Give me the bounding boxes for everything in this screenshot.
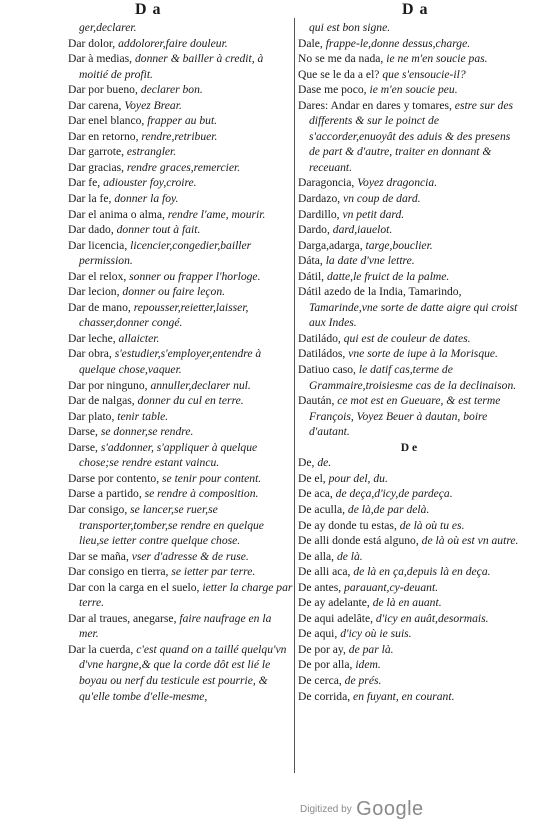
dictionary-entry (68, 300, 293, 331)
dictionary-entry (68, 222, 293, 238)
entry-definition: datte,le fruict de la palme. (326, 269, 450, 283)
dictionary-entry (68, 424, 293, 440)
entry-headword: Dar consigo en tierra, (68, 565, 172, 579)
entry-definition: parauant,cy-deuant. (344, 580, 439, 594)
entry-headword: Dar de mano, (68, 300, 134, 314)
section-heading-text: D e (400, 440, 418, 454)
entry-headword: Dar obra, (68, 347, 115, 361)
entry-definition: donner & bailler à credit, à moitié de profit. (79, 52, 267, 81)
page-header-left: D a (135, 1, 162, 18)
entry-definition: ce mot est en Gueuare, & est terme François, Voyez Beuer à dautan, boire d'autant. (309, 394, 504, 439)
entry-definition: annuller,declarer nul. (150, 378, 251, 392)
entry-headword: De aculla, (298, 502, 348, 516)
dictionary-entry (298, 346, 520, 362)
entry-definition: en fuyant, en courant. (353, 689, 455, 703)
entry-headword: De aqui, (298, 627, 341, 641)
entry-headword: Dar gracias, (68, 160, 127, 174)
entry-definition: faire naufrage en la mer. (79, 611, 275, 641)
entry-headword: Darse por contento, (68, 471, 163, 485)
entry-headword: Darga,adarga, (298, 238, 366, 252)
entry-headword: Dar dado, (68, 223, 117, 237)
entry-definition: rendre graces,remercier. (126, 160, 241, 174)
entry-headword: Datiládo, (298, 331, 344, 345)
dictionary-entry (298, 580, 520, 596)
entry-definition: Voyez Brear. (124, 98, 182, 112)
entry-headword: Dar dolor, (68, 36, 119, 50)
entry-definition: de là,de par delà. (347, 502, 430, 516)
entry-definition: vne sorte de iupe à la Morisque. (348, 347, 498, 361)
entry-headword: De alli donde está alguno, (298, 534, 422, 548)
dictionary-entry (298, 222, 520, 238)
entry-definition: se tenir pour content. (162, 471, 262, 485)
entry-definition: ie ne m'en soucie pas. (386, 52, 488, 66)
dictionary-entry (68, 393, 293, 409)
entry-definition: vn petit dard. (342, 207, 405, 221)
dictionary-entry (298, 486, 520, 502)
entry-headword: Dares: Andar en dares y tomares, (298, 98, 455, 112)
entry-definition: dard,iauelot. (332, 223, 393, 237)
entry-headword: Dar à medias, (68, 52, 135, 66)
entry-definition: idem. (355, 658, 381, 672)
entry-definition: donner ou faire leçon. (122, 285, 226, 299)
dictionary-entry (68, 191, 293, 207)
entry-definition: le datif cas,terme de Grammaire,troisiesme cas de la declinaison. (309, 363, 517, 392)
entry-headword: De antes, (298, 580, 345, 594)
dictionary-entry (68, 409, 293, 425)
entry-definition: de là où est vn autre. (421, 534, 519, 548)
dictionary-entry (298, 471, 520, 487)
entry-definition: vn coup de dard. (343, 192, 421, 206)
entry-headword: De aca, (298, 487, 336, 501)
entry-definition: frappe-le,donne dessus,charge. (325, 36, 471, 50)
entry-definition: rendre l'ame, mourir. (167, 207, 266, 221)
dictionary-entry (68, 269, 293, 285)
dictionary-entry (68, 82, 293, 98)
dictionary-entry (298, 502, 520, 518)
dictionary-entry (68, 486, 293, 502)
entry-definition: se lancer,se ruer,se transporter,tomber,se rendre en quelque lieu,se ietter contre quelque chose. (79, 502, 267, 548)
entry-headword: De por ay, (298, 642, 349, 656)
dictionary-entry (68, 160, 293, 176)
entry-headword: Darse, (68, 425, 101, 439)
dictionary-entry (298, 284, 520, 331)
entry-headword: De alla, (298, 549, 337, 563)
entry-definition: donner la foy. (114, 192, 179, 206)
dictionary-entry (298, 331, 520, 347)
left-column (68, 20, 293, 704)
entry-definition: estrangler. (126, 145, 177, 159)
entry-headword: Dar plato, (68, 409, 118, 423)
entry-headword: Dar por ninguno, (68, 378, 151, 392)
entry-definition: Voyez dragoncia. (357, 176, 438, 190)
dictionary-entry (298, 207, 520, 223)
entry-definition: qui est bon signe. (309, 21, 391, 34)
entry-headword: De, (298, 456, 318, 470)
entry-headword: De el, (298, 471, 329, 485)
entry-headword: Dar por bueno, (68, 83, 141, 97)
dictionary-entry (68, 20, 293, 36)
dictionary-entry (298, 564, 520, 580)
entry-definition: targe,bouclier. (365, 238, 433, 252)
dictionary-entry (68, 51, 293, 82)
entry-headword: No se me da nada, (298, 52, 387, 66)
entry-headword: De cerca, (298, 673, 345, 687)
entry-definition: de. (317, 456, 332, 470)
entry-headword: Dar se maña, (68, 549, 132, 563)
dictionary-entry (68, 331, 293, 347)
entry-definition: tenir table. (117, 409, 169, 423)
entry-headword: Daragoncia, (298, 176, 358, 190)
entry-definition: se rendre à composition. (144, 487, 259, 501)
entry-definition: frapper au but. (147, 114, 218, 128)
entry-headword: Dar carena, (68, 98, 125, 112)
entry-definition: ietter la charge par terre. (79, 580, 293, 610)
entry-headword: Dar consigo, (68, 502, 131, 516)
entry-definition: s'addonner, s'appliquer à quelque chose;se rendre estant vaincu. (79, 440, 261, 470)
entry-headword: De ay donde tu estas, (298, 518, 400, 532)
entry-headword: Dar al traues, anegarse, (68, 611, 180, 625)
dictionary-entry (68, 113, 293, 129)
entry-headword: Dardazo, (298, 192, 344, 206)
entry-headword: Dar de nalgas, (68, 394, 138, 408)
dictionary-entry (298, 51, 520, 67)
entry-definition: c'est quand on a taillé quelqu'vn d'vne hargne,& que la corde dôt est lié le boyau ou nerf du testicule est pourrie, & qu'elle tombe d'elle-mesme, (79, 642, 290, 703)
dictionary-entry (298, 253, 520, 269)
dictionary-entry (68, 549, 293, 565)
entry-definition: pour del, du. (328, 471, 388, 485)
dictionary-entry (298, 595, 520, 611)
dictionary-entry (68, 378, 293, 394)
dictionary-entry (68, 502, 293, 549)
dictionary-entry (68, 611, 293, 642)
entry-definition: se ietter par terre. (171, 565, 256, 579)
entry-definition: d'icy en auât,desormais. (375, 611, 489, 625)
dictionary-entry (68, 129, 293, 145)
entry-definition: de par là. (348, 642, 394, 656)
entry-definition: estre sur des differents & sur le poinct de s'accorder,enuoyât des aduis & des presens de part & d'autre, traiter en donnant & receuant. (309, 98, 516, 174)
page-header-right: D a (402, 1, 429, 18)
dictionary-entry (298, 611, 520, 627)
entry-headword: Que se le da a el? (298, 67, 383, 81)
dictionary-entry (298, 175, 520, 191)
dictionary-entry (298, 238, 520, 254)
entry-definition: ger,declarer. (79, 21, 137, 34)
dictionary-entry (298, 98, 520, 176)
google-logo-text: Google (356, 798, 424, 820)
dictionary-entry (68, 238, 293, 269)
entry-definition: d'icy où ie suis. (340, 627, 412, 641)
entry-definition: qui est de couleur de dates. (343, 331, 471, 345)
dictionary-entry (298, 549, 520, 565)
entry-headword: De alli aca, (298, 565, 354, 579)
entry-definition: de deça,d'icy,de pardeça. (335, 487, 453, 501)
dictionary-entry (68, 284, 293, 300)
entry-definition: de prés. (344, 673, 382, 687)
dictionary-entry (298, 20, 520, 36)
entry-headword: Dar licencia, (68, 238, 131, 252)
entry-definition: ie m'en soucie peu. (369, 83, 458, 97)
entry-definition: de là en ça,depuis là en deça. (353, 565, 491, 579)
digitized-by-google-watermark (300, 798, 424, 821)
entry-headword: Dar con la carga en el suelo, (68, 580, 203, 594)
dictionary-entry (68, 564, 293, 580)
entry-definition: licencier,congedier,bailler permission. (79, 238, 255, 268)
dictionary-entry (68, 98, 293, 114)
entry-definition: sonner ou frapper l'horloge. (129, 269, 261, 283)
dictionary-entry (68, 471, 293, 487)
entry-headword: De por alla, (298, 658, 356, 672)
entry-definition: donner tout à fait. (116, 223, 201, 237)
entry-headword: Dar el relox, (68, 269, 130, 283)
entry-headword: De ay adelante, (298, 596, 373, 610)
dictionary-entry (298, 67, 520, 83)
dictionary-entry (68, 144, 293, 160)
entry-definition: que s'ensoucie-il? (382, 67, 466, 81)
entry-headword: Daután, (298, 394, 338, 408)
entry-headword: Dar leche, (68, 331, 119, 345)
dictionary-entry (298, 657, 520, 673)
entry-definition: declarer bon. (140, 83, 203, 97)
dictionary-entry (298, 455, 520, 471)
dictionary-entry (298, 533, 520, 549)
dictionary-entry (68, 580, 293, 611)
entry-definition: rendre,retribuer. (141, 129, 218, 143)
entry-definition: la date d'vne lettre. (325, 254, 415, 268)
dictionary-entry (68, 642, 293, 704)
dictionary-entry (68, 207, 293, 223)
dictionary-entry (298, 642, 520, 658)
entry-headword: Dardo, (298, 223, 333, 237)
entry-headword: Datiládos, (298, 347, 349, 361)
entry-headword: Dar garrote, (68, 145, 127, 159)
section-heading (298, 440, 520, 456)
entry-definition: allaicter. (118, 331, 160, 345)
entry-headword: Dátil, (298, 269, 327, 283)
column-divider (294, 18, 295, 773)
dictionary-entry (298, 689, 520, 705)
dictionary-entry (298, 191, 520, 207)
entry-headword: Dase me poco, (298, 83, 370, 97)
entry-definition: donner du cul en terre. (137, 394, 244, 408)
entry-headword: Dar la fe, (68, 192, 115, 206)
entry-definition: adiouster foy,croire. (103, 176, 197, 190)
entry-definition: repousser,reietter,laisser, chasser,donner congé. (79, 300, 252, 330)
entry-headword: Dar fe, (68, 176, 104, 190)
entry-definition: addolorer,faire douleur. (118, 36, 228, 50)
entry-headword: Dar la cuerda, (68, 642, 137, 656)
footer-prefix: Digitized by (300, 804, 352, 815)
entry-definition: vser d'adresse & de ruse. (131, 549, 249, 563)
entry-headword: Dale, (298, 36, 326, 50)
entry-headword: Dar en retorno, (68, 129, 142, 143)
dictionary-entry (298, 269, 520, 285)
right-column (298, 20, 520, 704)
entry-definition: s'estudier,s'employer,entendre à quelque chose,vaquer. (79, 347, 265, 377)
dictionary-entry (298, 518, 520, 534)
dictionary-entry (298, 673, 520, 689)
dictionary-entry (298, 82, 520, 98)
dictionary-entry (298, 362, 520, 393)
entry-headword: De aqui adelâte, (298, 611, 376, 625)
entry-headword: Dar lecion, (68, 285, 123, 299)
entry-definition: de là en auant. (372, 596, 442, 610)
dictionary-entry (68, 346, 293, 377)
entry-headword: Dáta, (298, 254, 326, 268)
entry-headword: Darse, (68, 440, 101, 454)
entry-definition: Tamarinde,vne sorte de datte aigre qui croist aux Indes. (309, 300, 521, 330)
entry-headword: De corrida, (298, 689, 354, 703)
dictionary-entry (68, 175, 293, 191)
entry-headword: Dar enel blanco, (68, 114, 148, 128)
dictionary-entry (298, 393, 520, 440)
entry-headword: Dardillo, (298, 207, 343, 221)
entry-definition: de là où tu es. (399, 518, 465, 532)
dictionary-entry (68, 36, 293, 52)
dictionary-entry (298, 626, 520, 642)
entry-headword: Dátil azedo de la India, Tamarindo, (298, 285, 465, 299)
entry-headword: Datiuo caso, (298, 363, 359, 377)
entry-definition: se donner,se rendre. (100, 425, 194, 439)
dictionary-entry (298, 36, 520, 52)
entry-headword: Dar el anima o alma, (68, 207, 168, 221)
entry-headword: Darse a partido, (68, 487, 145, 501)
dictionary-entry (68, 440, 293, 471)
entry-definition: de là. (336, 549, 363, 563)
